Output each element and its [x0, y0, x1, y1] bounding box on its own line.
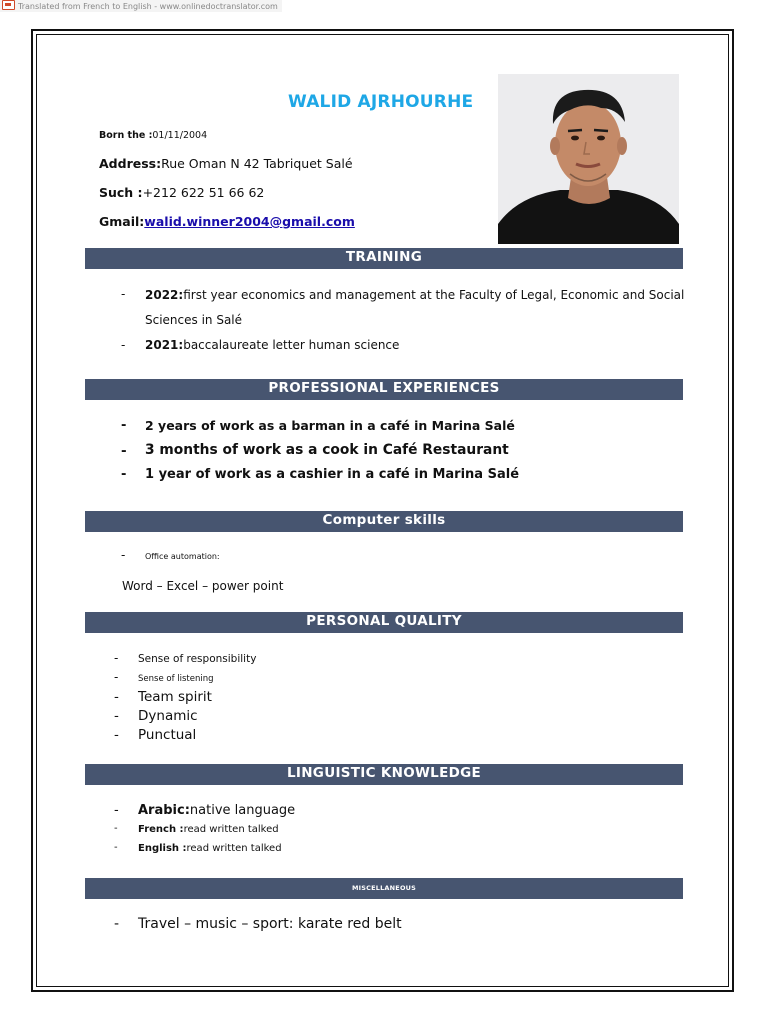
birth-date-label: Born the : — [99, 130, 153, 141]
section-bar-experiences: PROFESSIONAL EXPERIENCES — [85, 379, 683, 400]
bullet-dash: - — [121, 548, 126, 562]
misc-item: Travel – music – sport: karate red belt — [138, 916, 402, 932]
bullet-dash: - — [114, 803, 119, 818]
quality-item: Dynamic — [138, 708, 198, 724]
bullet-dash: - — [121, 287, 126, 301]
quality-item: Team spirit — [138, 689, 212, 705]
section-bar-computer-skills: Computer skills — [85, 511, 683, 532]
language-name: English : — [138, 843, 187, 854]
email-link[interactable]: walid.winner2004@gmail.com — [144, 214, 355, 229]
email-line — [99, 214, 355, 229]
bullet-dash: - — [114, 727, 119, 743]
language-name: French : — [138, 824, 184, 835]
training-year: 2022: — [145, 288, 184, 302]
quality-item: Sense of listening — [138, 674, 214, 684]
translator-logo-icon — [2, 0, 15, 10]
translation-watermark — [0, 0, 282, 12]
address-value: Rue Oman N 42 Tabriquet Salé — [161, 156, 353, 171]
bullet-dash: - — [114, 916, 120, 932]
training-year: 2021: — [145, 338, 184, 352]
language-level: native language — [189, 803, 296, 818]
section-bar-personal-quality: PERSONAL QUALITY — [85, 612, 683, 633]
section-bar-miscellaneous: MISCELLANEOUS — [85, 878, 683, 899]
profile-photo — [498, 74, 679, 244]
address-line — [99, 156, 353, 171]
experience-item: 3 months of work as a cook in Café Restaurant — [145, 442, 509, 458]
training-item-2021 — [145, 338, 399, 352]
birth-date-value: 01/11/2004 — [152, 130, 208, 141]
office-tools: Word – Excel – power point — [122, 579, 284, 593]
language-item-english — [138, 843, 282, 854]
candidate-name: WALID AJRHOURHE — [288, 92, 474, 112]
training-description: first year economics and management at the Faculty of Legal, Economic and Social — [183, 288, 685, 302]
language-item-arabic — [138, 803, 295, 818]
training-item-2022-continuation: Sciences in Salé — [145, 313, 243, 327]
phone-label: Such : — [99, 185, 143, 200]
bullet-dash: - — [114, 823, 118, 834]
address-label: Address: — [99, 156, 162, 171]
bullet-dash: - — [121, 338, 126, 352]
birth-date-line — [99, 130, 207, 141]
section-bar-linguistic: LINGUISTIC KNOWLEDGE — [85, 764, 683, 785]
office-automation-label: Office automation: — [145, 552, 220, 561]
quality-item: Punctual — [138, 727, 197, 743]
language-level: read written talked — [183, 824, 279, 835]
section-bar-training: TRAINING — [85, 248, 683, 269]
training-description: baccalaureate letter human science — [183, 338, 400, 352]
email-label: Gmail: — [99, 214, 145, 229]
bullet-dash: - — [121, 443, 127, 459]
language-name: Arabic: — [138, 803, 190, 818]
bullet-dash: - — [114, 670, 119, 684]
watermark-text: Translated from French to English - www.onlinedoctranslator.com — [18, 2, 278, 11]
bullet-dash: - — [114, 651, 119, 665]
phone-value: +212 622 51 66 62 — [142, 185, 265, 200]
bullet-dash: - — [121, 418, 127, 433]
quality-item: Sense of responsibility — [138, 653, 257, 665]
language-level: read written talked — [186, 843, 282, 854]
bullet-dash: - — [114, 842, 118, 853]
bullet-dash: - — [114, 708, 119, 724]
phone-line — [99, 185, 264, 200]
training-item-2022 — [145, 288, 684, 302]
bullet-dash: - — [114, 689, 119, 705]
language-item-french — [138, 824, 279, 835]
bullet-dash: - — [121, 467, 127, 482]
experience-item: 2 years of work as a barman in a café in Marina Salé — [145, 418, 515, 433]
experience-item: 1 year of work as a cashier in a café in Marina Salé — [145, 467, 520, 482]
